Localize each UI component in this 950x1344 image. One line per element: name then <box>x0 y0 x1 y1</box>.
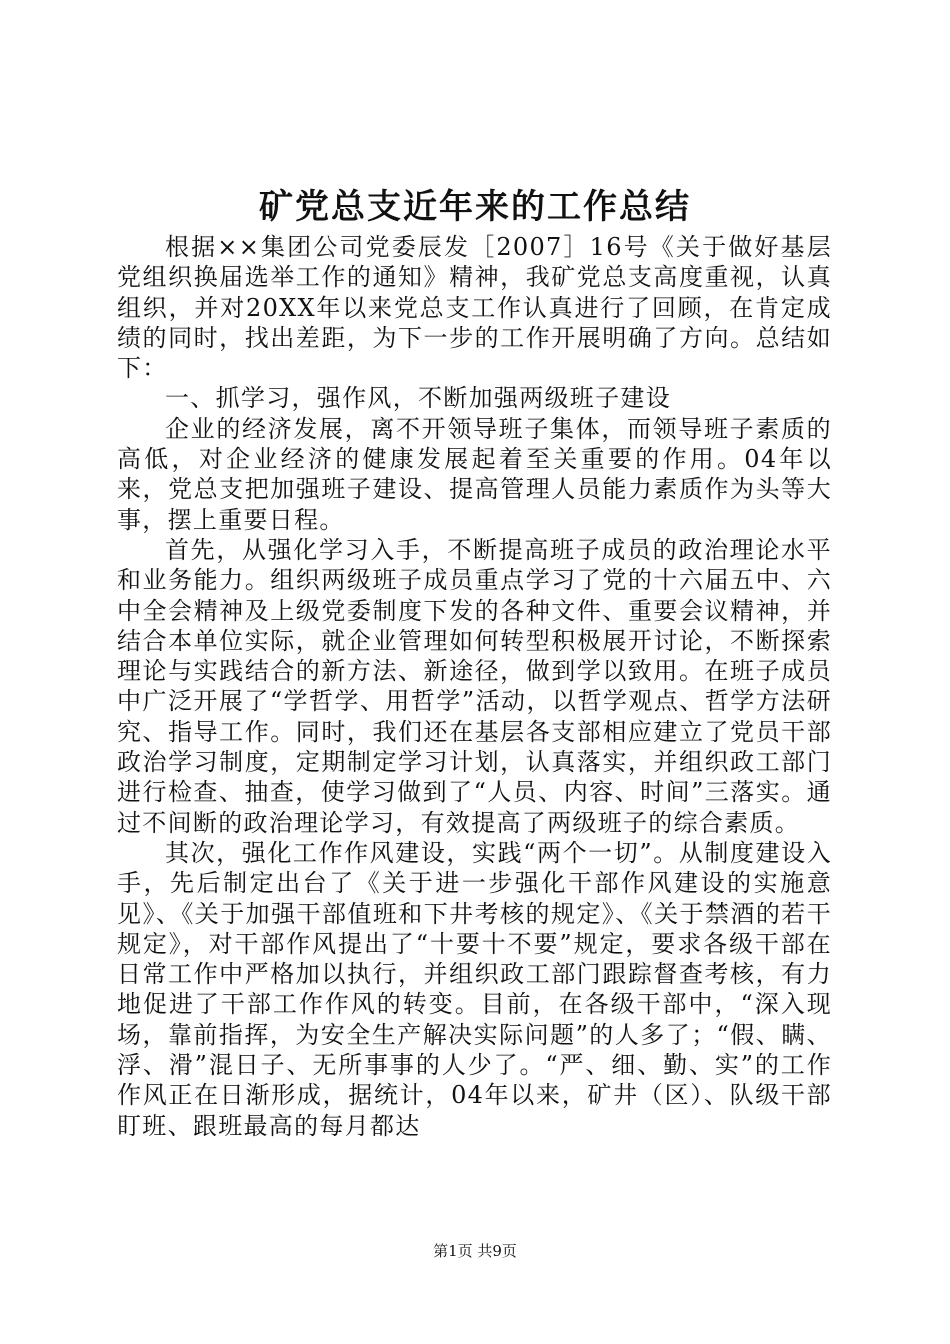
paragraph-intro: 根据××集团公司党委辰发［2007］16号《关于做好基层党组织换届选举工作的通知》精神，我矿党总支高度重视，认真组织，并对20XX年以来党总支工作认真进行了回顾，在肯定成绩的同时，找出差距，为下一步的工作开展明确了方向。总结如下： <box>117 233 832 383</box>
section-heading-1: 一、抓学习，强作风，不断加强两级班子建设 <box>165 384 671 413</box>
paragraph-study: 首先，从强化学习入手，不断提高班子成员的政治理论水平和业务能力。组织两级班子成员重点学习了党的十六届五中、六中全会精神及上级党委制度下发的各种文件、重要会议精神，并结合本单位实际，就企业管理如何转型积极展开讨论，不断探索理论与实践结合的新方法、新途径，做到学以致用。在班子成员中广泛开展了“学哲学、用哲学”活动，以哲学观点、哲学方法研究、指导工作。同时，我们还在基层各支部相应建立了党员干部政治学习制度，定期制定学习计划，认真落实，并组织政工部门进行检查、抽查，使学习做到了“人员、内容、时间”三落实。通过不间断的政治理论学习，有效提高了两级班子的综合素质。 <box>117 535 832 837</box>
document-title: 矿党总支近年来的工作总结 <box>259 187 691 227</box>
document-body <box>117 232 832 1141</box>
paragraph-team-building: 企业的经济发展，离不开领导班子集体，而领导班子素质的高低，对企业经济的健康发展起着至关重要的作用。04年以来，党总支把加强班子建设、提高管理人员能力素质作为头等大事，摆上重要日程。 <box>117 414 832 534</box>
paragraph-work-style: 其次，强化工作作风建设，实践“两个一切”。从制度建设入手，先后制定出台了《关于进一步强化干部作风建设的实施意见》、《关于加强干部值班和下井考核的规定》、《关于禁酒的若干规定》，对干部作风提出了“十要十不要”规定，要求各级干部在日常工作中严格加以执行，并组织政工部门跟踪督查考核，有力地促进了干部工作作风的转变。目前，在各级干部中，“深入现场，靠前指挥，为安全生产解决实际问题”的人多了；“假、瞒、浮、滑”混日子、无所事事的人少了。“严、细、勤、实”的工作作风正在日渐形成，据统计，04年以来，矿井（区）、队级干部盯班、跟班最高的每月都达 <box>117 838 832 1140</box>
page-footer: 第1页 共9页 <box>433 1242 517 1260</box>
